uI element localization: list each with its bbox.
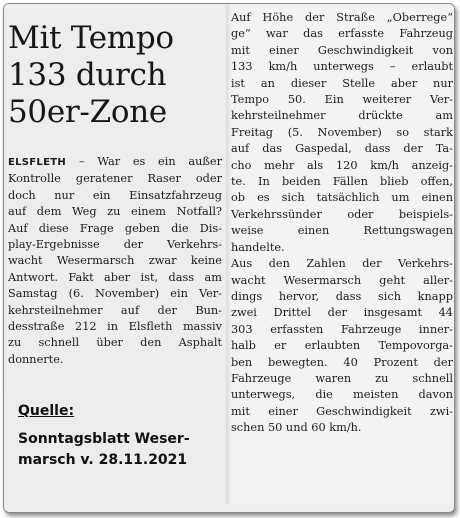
article-line: Kontrolle geratener Raser oder [8,172,222,186]
dateline: ELSFLETH [8,157,79,168]
article-line: weise einen Rettungswagen [231,224,453,238]
headline-line: 50er-Zone [8,94,167,130]
article-body-right [231,10,453,437]
article-line: Auf diese Frage geben die Dis- [8,221,222,235]
article-line: mit einer Geschwindigkeit zwi- [231,404,453,418]
article-line: auf das Gaspedal, dass der Ta- [231,142,453,156]
article-line: Aus den Zahlen der Verkehrs- [231,257,453,271]
article-line: Auf Höhe der Straße „Oberrege“ [231,11,453,24]
article-line: zu schnell über den Asphalt [8,336,222,350]
article-line: te. In beiden Fällen blieb offen, [231,175,453,189]
article-line: Freitag (5. November) so stark [231,125,453,139]
article-line: doch nur ein Einsatzfahrzeug [8,188,222,202]
article-line: donnerte. [8,352,64,366]
article-line: handelte. [231,240,285,254]
article-line: desstraße 212 in Elsfleth massiv [8,320,222,334]
article-line: halb er erlaubten Tempovorga- [231,339,453,353]
article-line: Tempo 50. Ein weiterer Ver- [231,93,453,107]
article-line: ist an dieser Stelle aber nur [231,76,453,90]
article-line: kehrsteilnehmer auf der Bun- [8,303,222,317]
article-line: unterwegs, die meisten davon [231,388,453,402]
source-label: Quelle: [18,403,75,419]
article-line: Antwort. Fakt aber ist, dass am [8,270,222,284]
headline [8,20,222,131]
left-column [4,4,226,392]
article-line: auf dem Weg zu einem Notfall? [8,205,222,219]
article-line: wacht Wesermarsch geht aller- [231,273,453,287]
article-line: cho mehr als 120 km/h anzeig- [231,158,453,172]
article-line: mit einer Geschwindigkeit von [231,43,453,57]
article-line: kehrsteilnehmer drückte am [231,109,453,123]
right-column [226,4,454,504]
article-line: play-Ergebnisse der Verkehrs- [8,238,222,252]
article-line: 133 km/h unterwegs – erlaubt [231,60,453,74]
article-line: ELSFLETH – War es ein außer [8,155,222,168]
article-line: ben bewegten. 40 Prozent der [231,355,453,369]
headline-line: Mit Tempo [8,20,174,56]
article-line: wacht Wesermarsch zwar keine [8,254,222,268]
source-line: marsch v. 28.11.2021 [18,452,188,468]
article-line: Samstag (6. November) ein Ver- [8,287,222,301]
article-line: ob es sich tatsächlich um einen [231,191,453,205]
clipping-frame [3,3,455,513]
article-line: zwei Drittel der insgesamt 44 [231,306,453,320]
article-line: Verkehrssünder oder beispiels- [231,207,453,221]
article-line: Fahrzeuge waren zu schnell [231,371,453,385]
article-body-left [8,154,222,368]
source-note [18,401,218,471]
article-line: dings hervor, dass sich knapp [231,289,453,303]
article-line: 303 erfassten Fahrzeuge inner- [231,322,453,336]
article-line: ge“ war das erfasste Fahrzeug [231,27,453,41]
article-line: schen 50 und 60 km/h. [231,421,362,435]
headline-line: 133 durch [8,57,167,93]
source-line: Sonntagsblatt Weser- [18,431,190,447]
